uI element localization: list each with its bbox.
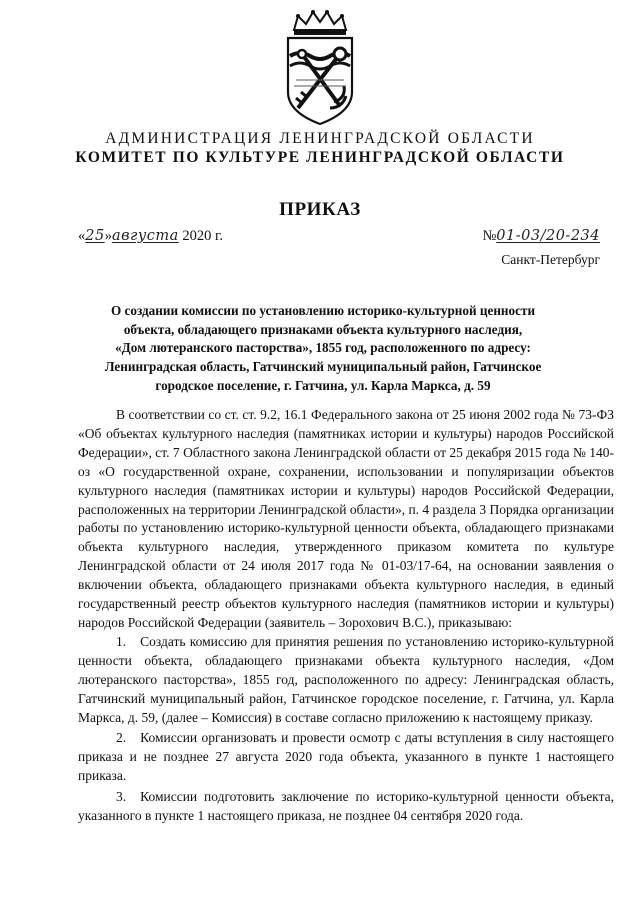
item-text: Комиссии организовать и провести осмотр с даты вступления в силу настоящего приказа и не позднее 27 августа 2020 года объекта, указанного в пункте 1 настоящего приказа. xyxy=(78,730,614,784)
order-item xyxy=(78,788,614,826)
preamble-paragraph: В соответствии со ст. ст. 9.2, 16.1 Федерального закона от 25 июня 2002 года № 73-ФЗ «Об объектах культурного наследия (памятниках истории и культуры) народов Российской Федерации», ст. 7 Областного закона Ленинградской области от 25 декабря 2015 года № 140-оз «О государственной охране, сохранении, использовании и популяризации объектов культурного наследия (памятниках истории и культуры) народов Российской Федерации, расположенных на территории Ленинградской области», п. 4 раздела 3 Порядка организации работы по установлению историко-культурной ценности объекта, обладающего признаками объекта культурного наследия, утвержденного приказом комитета по культуре Ленинградской области от 24 июля 2017 года № 01-03/17-64, на основании заявления о включении объекта, обладающего признаками объекта культурного наследия, в единый государственный реестр объектов культурного наследия (памятников истории и культуры) народов Российской Федерации (заявитель – Зорохович В.С.), приказываю: xyxy=(78,407,614,630)
item-number: 3. xyxy=(116,789,127,805)
subject-line: объекта, обладающего признаками объекта культурного наследия, xyxy=(123,321,523,337)
date-day: 25 xyxy=(85,228,105,244)
item-text: Комиссии подготовить заключение по историко-культурной ценности объекта, указанного в пункте 1 настоящего приказа, не позднее 04 сентября 2020 года. xyxy=(78,789,614,824)
administration-header: АДМИНИСТРАЦИЯ ЛЕНИНГРАДСКОЙ ОБЛАСТИ xyxy=(105,130,535,147)
document-number xyxy=(482,228,600,245)
document-subject xyxy=(60,302,586,396)
order-item xyxy=(78,729,614,786)
coat-of-arms-emblem xyxy=(280,8,360,128)
subject-line: городское поселение, г. Гатчина, ул. Карла Маркса, д. 59 xyxy=(155,377,491,393)
date-month: августа xyxy=(111,228,179,244)
item-number: 1. xyxy=(116,633,127,649)
committee-header: КОМИТЕТ ПО КУЛЬТУРЕ ЛЕНИНГРАДСКОЙ ОБЛАСТИ xyxy=(75,149,565,166)
item-number: 2. xyxy=(116,730,127,746)
document-city: Санкт-Петербург xyxy=(501,252,600,267)
document-date xyxy=(78,228,223,245)
number-value: 01-03/20-234 xyxy=(496,228,600,244)
document-body xyxy=(78,406,614,826)
item-text: Создать комиссию для принятия решения по установлению историко-культурной ценности объекта, обладающего признаками объекта культурного наследия, «Дом лютеранского пасторства», 1855 год, расположенного по адресу: Ленинградская область, Гатчинский муниципальный район, Гатчинское городское поселение, г. Гатчина, ул. Карла Маркса, д. 59, (далее – Комиссия) в составе согласно приложению к настоящему приказу. xyxy=(78,633,614,725)
number-prefix: № xyxy=(482,228,497,244)
subject-line: О создании комиссии по установлению историко-культурной ценности xyxy=(110,303,536,318)
date-year: 2020 г. xyxy=(182,228,223,244)
document-title: ПРИКАЗ xyxy=(279,199,361,220)
subject-line: Ленинградская область, Гатчинский муниципальный район, Гатчинское xyxy=(104,359,542,375)
subject-line: «Дом лютеранского пасторства», 1855 год, расположенного по адресу: xyxy=(115,340,531,356)
date-open-quote: « xyxy=(78,228,86,244)
order-item xyxy=(78,633,614,728)
date-close-quote: » xyxy=(104,228,112,244)
